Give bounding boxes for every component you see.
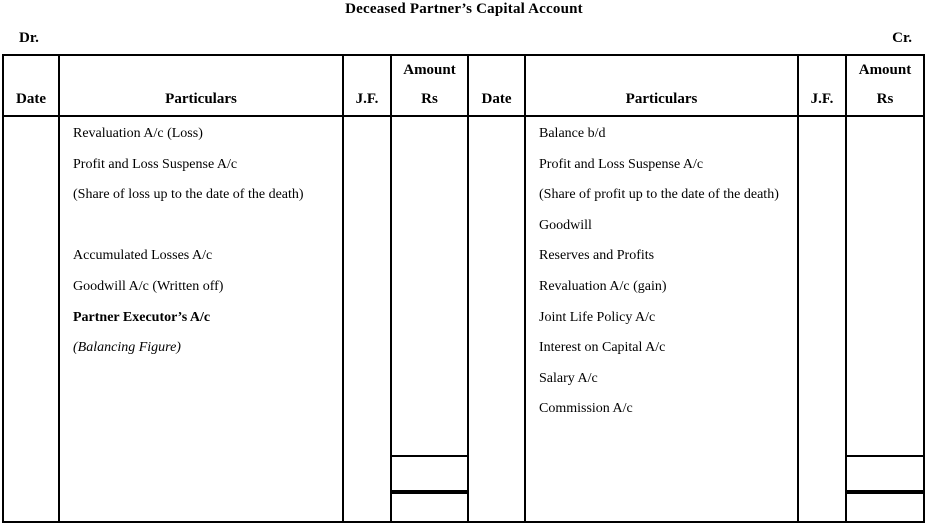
credit-date-column [469, 117, 526, 521]
credit-amount-header [847, 56, 923, 117]
credit-date-header: Date [469, 56, 526, 117]
capital-account-table [2, 54, 925, 523]
credit-row: Balance b/d [539, 126, 606, 141]
credit-amount-column [847, 117, 923, 521]
credit-row: Joint Life Policy A/c [539, 309, 656, 325]
debit-side-label: Dr. [19, 30, 39, 46]
credit-amount-header-line2: Rs [876, 91, 894, 107]
credit-row: Revaluation A/c (gain) [539, 278, 667, 294]
debit-amount-header-line2: Rs [421, 91, 438, 107]
credit-particulars-column [526, 117, 799, 521]
debit-jf-header: J.F. [344, 56, 392, 117]
credit-row: Reserves and Profits [539, 248, 655, 264]
credit-row: Commission A/c [539, 401, 633, 417]
credit-amount-header-line1: Amount [858, 62, 912, 78]
debit-row-balancing-entry: Partner Executor’s A/c [73, 309, 211, 325]
debit-row: (Share of loss up to the date of the death) [73, 187, 304, 203]
debit-row: Goodwill A/c (Written off) [73, 278, 224, 294]
credit-total-box [847, 457, 923, 490]
credit-total-rule-bottom [847, 490, 923, 494]
credit-row: Profit and Loss Suspense A/c [539, 156, 704, 172]
credit-row: Interest on Capital A/c [539, 340, 666, 356]
debit-row: Profit and Loss Suspense A/c [73, 156, 238, 172]
debit-row-balancing-note: (Balancing Figure) [73, 340, 181, 356]
credit-row: (Share of profit up to the date of the death) [539, 187, 779, 203]
debit-row: Accumulated Losses A/c [73, 248, 213, 264]
page-title: Deceased Partner’s Capital Account [345, 1, 583, 17]
credit-side-label: Cr. [892, 30, 912, 46]
debit-date-header: Date [4, 56, 60, 117]
debit-particulars-header: Particulars [60, 56, 344, 117]
debit-total-box [392, 457, 467, 490]
debit-amount-header-line1: Amount [403, 62, 456, 78]
debit-total-rule-bottom [392, 490, 467, 494]
credit-jf-header: J.F. [799, 56, 847, 117]
debit-amount-header [392, 56, 469, 117]
debit-date-column [4, 117, 60, 521]
debit-row: Revaluation A/c (Loss) [73, 126, 203, 141]
debit-row-blank [60, 211, 342, 242]
debit-particulars-column [60, 117, 344, 521]
debit-jf-column [344, 117, 392, 521]
credit-row: Salary A/c [539, 370, 598, 386]
debit-amount-column [392, 117, 469, 521]
credit-row: Goodwill [539, 217, 592, 233]
credit-particulars-header: Particulars [526, 56, 799, 117]
credit-jf-column [799, 117, 847, 521]
